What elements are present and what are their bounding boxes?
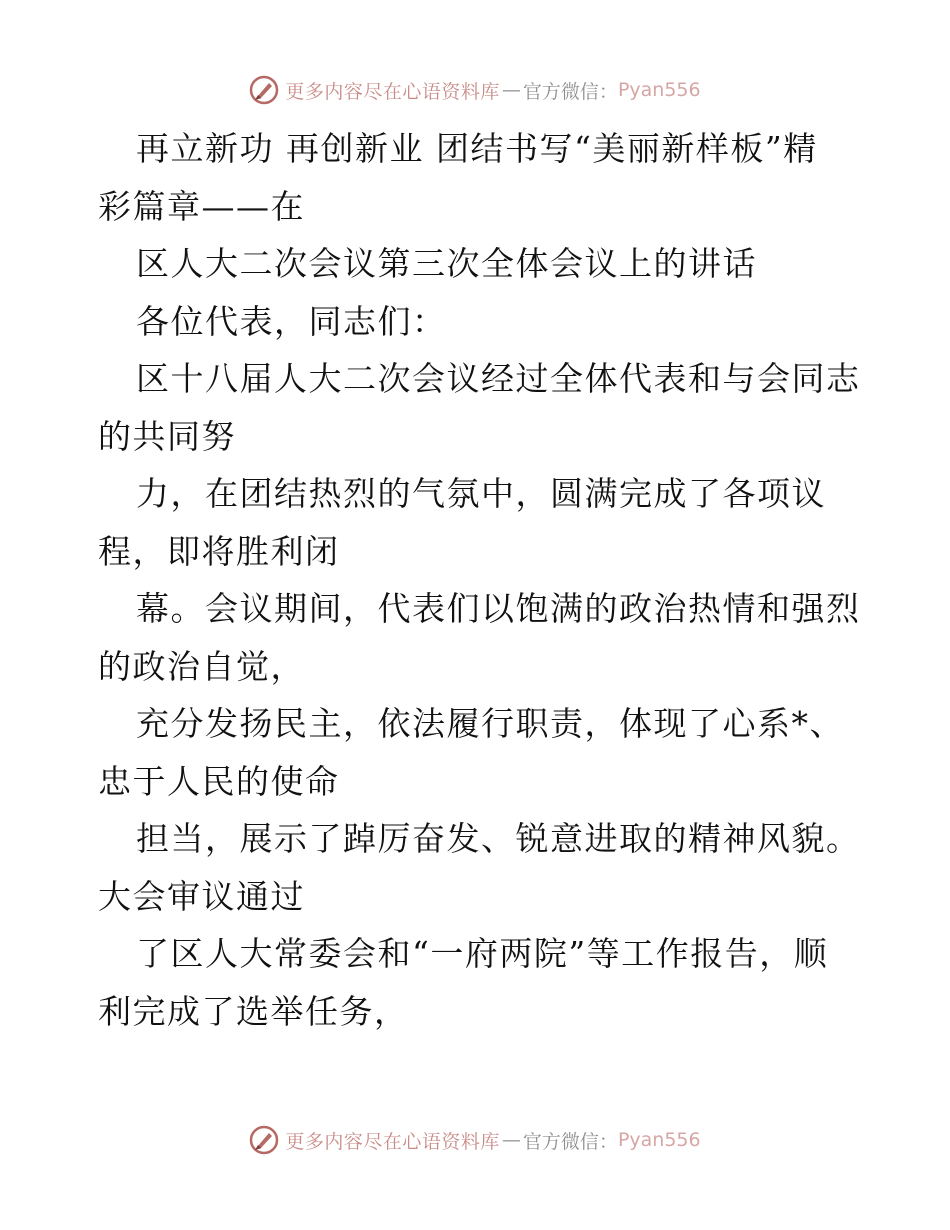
body-line: 担当，展示了踔厉奋发、锐意进取的精神风貌。 (136, 819, 861, 858)
body-line: 忠于人民的使命 (98, 761, 340, 801)
watermark-wechat-label: 官方微信： (522, 1130, 618, 1153)
pen-logo-icon (249, 75, 279, 105)
watermark-wechat-label: 官方微信： (522, 80, 618, 103)
watermark-dash: — (501, 79, 521, 101)
body-line: 的共同努 (98, 416, 236, 456)
body-line: 充分发扬民主，依法履行职责，体现了心系*、 (136, 704, 844, 743)
title-line-2: 彩篇章——在 (98, 186, 305, 226)
body-line: 幕。会议期间，代表们以饱满的政治热情和强烈 (136, 589, 861, 628)
body-line: 大会审议通过 (98, 876, 305, 916)
document-body (98, 120, 861, 1040)
body-line: 利完成了选举任务， (98, 991, 409, 1031)
body-line: 程，即将胜利闭 (98, 531, 340, 571)
body-line: 了区人大常委会和“一府两院”等工作报告，顺 (136, 934, 829, 973)
salutation-line: 各位代表，同志们： (136, 301, 447, 341)
title-line-1: 再立新功 再创新业 团结书写“美丽新样板”精 (136, 129, 818, 168)
watermark-dash: — (501, 1129, 521, 1151)
watermark-wechat-id: Pyan556 (617, 1129, 701, 1151)
header-watermark (0, 70, 950, 110)
watermark-wechat-id: Pyan556 (617, 79, 701, 101)
subtitle-line: 区人大二次会议第三次全体会议上的讲话 (136, 244, 757, 283)
watermark-site-text: 更多内容尽在心语资料库 (285, 1130, 500, 1153)
body-line: 力，在团结热烈的气氛中，圆满完成了各项议 (136, 474, 826, 513)
body-line: 的政治自觉， (98, 646, 305, 686)
body-line: 区十八届人大二次会议经过全体代表和与会同志 (136, 359, 861, 398)
watermark-site-text: 更多内容尽在心语资料库 (285, 80, 500, 103)
pen-logo-icon (249, 1125, 279, 1155)
footer-watermark (0, 1120, 950, 1160)
